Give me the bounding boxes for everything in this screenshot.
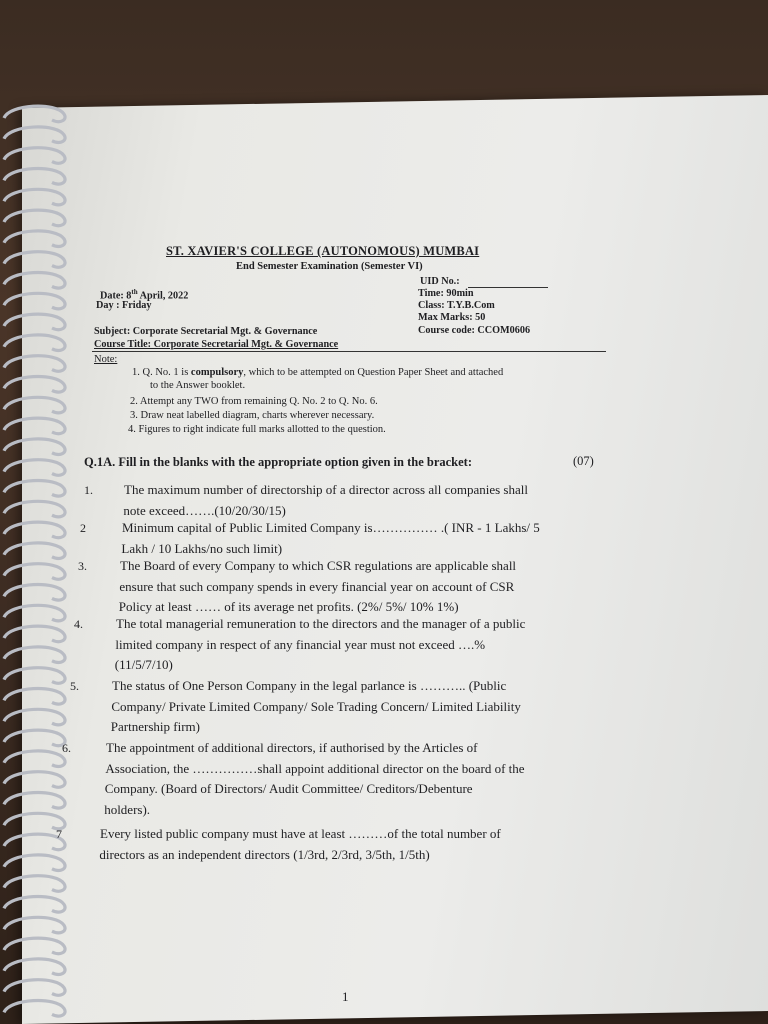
question-item-line: The status of One Person Company in the legal parlance is ……….. (Public (112, 678, 507, 693)
note-label: Note: (94, 354, 118, 365)
question-item-number: 7 (56, 827, 62, 841)
note-text: , which to be attempted on Question Paper Sheet and attached (243, 367, 504, 378)
question-item-line: holders). (104, 801, 151, 817)
question-item-line: Company/ Private Limited Company/ Sole Trading Concern/ Limited Liability (111, 698, 521, 714)
question-item-line: note exceed…….(10/20/30/15) (123, 502, 286, 518)
date-suffix: th (131, 288, 138, 296)
question-item-line: ensure that such company spends in every financial year on account of CSR (119, 578, 515, 594)
question-item-line: Lakh / 10 Lakhs/no such limit) (121, 540, 283, 556)
question-item-line: Company. (Board of Directors/ Audit Committee/ Creditors/Debenture (104, 781, 473, 796)
uid-label: UID No.: (420, 276, 460, 287)
question-item-number: 3. (78, 559, 87, 573)
question-item-line: The appointment of additional directors, if authorised by the Articles of (106, 740, 478, 755)
question-item-line: The total managerial remuneration to the directors and the manager of a public (116, 616, 526, 631)
note-text: Attempt any TWO from remaining Q. No. 2 to Q. No. 6. (139, 396, 378, 407)
question-item-number: 2 (80, 521, 86, 535)
max-marks: Max Marks: 50 (418, 312, 486, 323)
course-title: Course Title: Corporate Secretarial Mgt. & Governance (94, 339, 339, 350)
question-item-line: Policy at least …… of its average net profits. (2%/ 5%/ 10% 1%) (118, 599, 459, 614)
note-num: 2. (130, 396, 138, 407)
question-item-number: 6. (62, 741, 71, 755)
date-label: Date: 8 (100, 290, 132, 302)
note-num: 3. (130, 410, 138, 421)
note-text: Draw neat labelled diagram, charts wherever necessary. (140, 410, 375, 421)
question-item-line: Minimum capital of Public Limited Company is…………… .( INR - 1 Lakhs/ 5 (122, 520, 540, 535)
question-item-line: (11/5/7/10) (114, 657, 173, 672)
note-item-1 (132, 367, 503, 378)
question-item-line: directors as an independent directors (1/3rd, 2/3rd, 3/5th, 1/5th) (99, 846, 430, 862)
question-item-line: Partnership firm) (110, 719, 200, 734)
question-item-line: The Board of every Company to which CSR regulations are applicable shall (120, 558, 517, 573)
question-item-line: limited company in respect of any financial year must not exceed ….% (115, 636, 486, 652)
note-text: Figures to right indicate full marks allotted to the question. (138, 424, 386, 435)
page-number: 1 (342, 989, 349, 1004)
note-text: Q. No. 1 is (142, 367, 191, 378)
note-bold: compulsory (190, 367, 244, 378)
exam-class: Class: T.Y.B.Com (418, 300, 495, 311)
note-item-4 (128, 424, 386, 435)
note-item-2 (130, 396, 378, 407)
question-item-number: 5. (70, 679, 79, 693)
question-title: Q.1A. Fill in the blanks with the appropriate option given in the bracket: (84, 455, 472, 469)
subject: Subject: Corporate Secretarial Mgt. & Governance (94, 326, 318, 337)
note-item-3 (130, 410, 374, 421)
exam-name: End Semester Examination (Semester VI) (236, 261, 423, 272)
question-item-line: Every listed public company must have at least ………of the total number of (100, 826, 501, 841)
header-divider (92, 351, 606, 352)
note-num: 1. (132, 367, 140, 378)
date-rest: April, 2022 (137, 290, 189, 302)
question-marks: (07) (573, 454, 594, 468)
exam-time: Time: 90min (418, 288, 474, 299)
question-item-number: 1. (84, 483, 93, 497)
exam-day: Day : Friday (96, 300, 152, 311)
college-name: ST. XAVIER'S COLLEGE (AUTONOMOUS) MUMBAI (166, 244, 480, 258)
note-item-1-cont: to the Answer booklet. (150, 380, 246, 391)
uid-blank-line (468, 287, 548, 288)
note-num: 4. (128, 424, 136, 435)
course-code: Course code: CCOM0606 (418, 325, 531, 336)
question-item-line: Association, the ……………shall appoint additional director on the board of the (105, 760, 525, 776)
question-item-number: 4. (74, 617, 83, 631)
question-item-line: The maximum number of directorship of a director across all companies shall (124, 482, 528, 497)
